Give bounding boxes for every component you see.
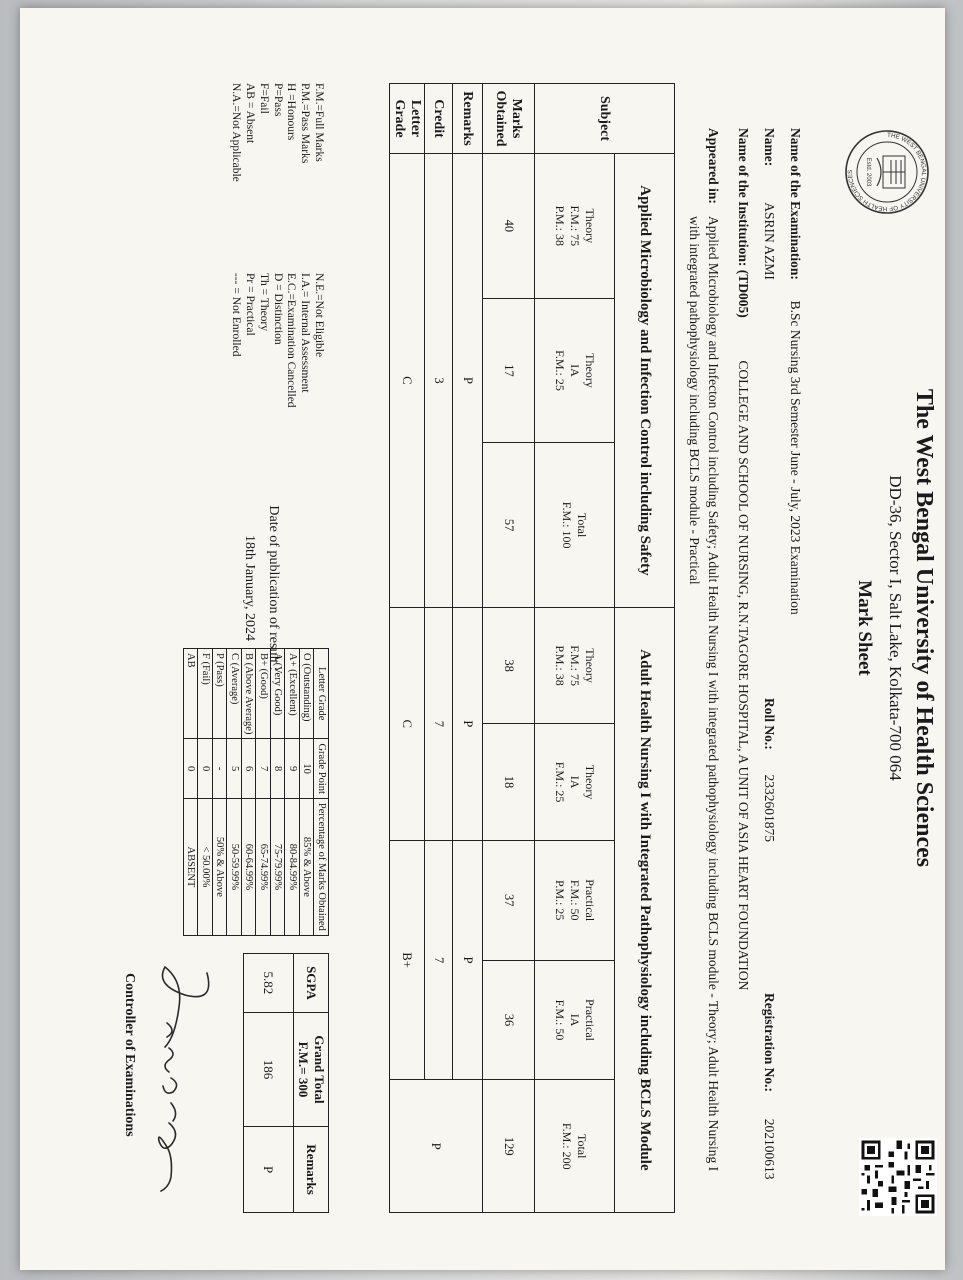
registration-line xyxy=(761,993,777,1179)
subject-1-remarks: P xyxy=(453,154,483,608)
subject-row-label: Subject xyxy=(535,84,675,154)
marks-cell: 57 xyxy=(483,443,535,608)
institution-line xyxy=(735,128,751,990)
sgpa-value: 5.82 xyxy=(244,954,294,1013)
table-row: O (Outstanding) 10 85% & Above xyxy=(300,649,315,936)
table-row: P (Pass) - 50% & Above xyxy=(213,649,228,936)
marks-row-label: Marks Obtained xyxy=(483,84,535,154)
legend-item: H =Honours xyxy=(285,83,298,141)
name-label: Name: xyxy=(762,128,777,167)
result-summary-table xyxy=(243,953,329,1213)
grand-total-label: Grand Total F.M.= 300 xyxy=(294,1012,329,1126)
subject-2-theory-credit: 7 xyxy=(425,607,453,840)
col-5-header: Theory IA F.M.: 25 xyxy=(535,724,615,840)
appeared-label: Appeared in: xyxy=(706,128,721,204)
legend-item: --- = Not Enrolled xyxy=(230,273,243,357)
subject-2-practical-grade: B+ xyxy=(390,840,425,1080)
marks-cell: 17 xyxy=(483,298,535,443)
col-2-header: Theory IA F.M.: 25 xyxy=(535,298,615,443)
appeared-value: Applied Microbiology and Infecton Control including Safety; Adult Health Nursing I with integrated pathophysiology including BCLS module - Theory; Adult Health Nursing I with integrated pathophysiology including BCLS module - Practical xyxy=(687,216,721,1172)
roll-line xyxy=(761,698,777,842)
university-address: DD-36, Sector I, Salt Lake, Kolkata-700 064 xyxy=(886,475,905,781)
exam-value: B.Sc Nursing 3rd Semester June - July, 2023 Examination xyxy=(788,300,803,615)
grade-header: Percentage of Marks Obtained xyxy=(314,798,329,935)
marks-cell: 37 xyxy=(483,840,535,960)
legend-item: F=Fail xyxy=(257,83,270,114)
subject-2-total-remarks: P xyxy=(390,1080,483,1213)
legend-item: Pr = Practical xyxy=(244,273,257,336)
marks-cell: 38 xyxy=(483,607,535,723)
col-7-header: Practical IA F.M.: 50 xyxy=(535,960,615,1080)
seal-ring-text: THE WEST BENGAL UNIVERSITY OF HEALTH SCIENCES xyxy=(846,131,928,213)
sgpa-label: SGPA xyxy=(294,954,329,1013)
marks-cell: 18 xyxy=(483,724,535,840)
subject-2-theory-remarks: P xyxy=(453,607,483,840)
summary-remarks-value: P xyxy=(244,1127,294,1213)
registration-label: Registration No.: xyxy=(762,993,777,1092)
col-1-header: Theory F.M.: 75 P.M.: 38 xyxy=(535,154,615,299)
document-title: Mark Sheet xyxy=(854,580,875,676)
table-row: A+ (Excellent) 9 80-84.99% xyxy=(285,649,300,936)
grade-header: Grade Point xyxy=(314,739,329,798)
roll-label: Roll No.: xyxy=(762,698,777,750)
col-4-header: Theory F.M.: 75 P.M.: 38 xyxy=(535,607,615,723)
registration-number: 202100613 xyxy=(762,1118,777,1180)
table-row: F (Fail) 0 < 50.00% xyxy=(198,649,213,936)
qr-code-icon xyxy=(859,1138,937,1216)
grade-header: Letter Grade xyxy=(314,649,329,739)
legend-item: F.M.=Full Marks xyxy=(313,83,325,162)
marks-cell: 129 xyxy=(483,1080,535,1213)
table-row: C (Average) 5 50-59.99% xyxy=(227,649,242,936)
seal-estd: Estd. 2003 xyxy=(865,157,871,187)
col-8-header: Total F.M.: 200 xyxy=(535,1080,615,1213)
exam-label: Name of the Examination: xyxy=(788,128,803,280)
institution-value: COLLEGE AND SCHOOL OF NURSING, R.N.TAGORE HOSPITAL, A UNIT OF ASIA HEART FOUNDATION xyxy=(736,360,751,991)
table-row: A (Very Good) 8 75-79.99% xyxy=(271,649,286,936)
legend-item: E.C.=Examination Cancelled xyxy=(285,273,298,408)
subject-1-grade: C xyxy=(390,154,425,608)
subject-2-name: Adult Health Nursing I with Integrated Pathophysiology including BCLS Module xyxy=(615,607,675,1212)
summary-remarks-label: Remarks xyxy=(294,1127,329,1213)
legend-item: D = Distinction xyxy=(271,273,284,345)
subject-2-practical-credit: 7 xyxy=(425,840,453,1080)
mark-sheet xyxy=(40,8,945,1248)
controller-signature-icon xyxy=(137,953,217,1223)
institution-label: Name of the Institution: (TD005) xyxy=(736,128,751,318)
legend-item: P.M.=Pass Marks xyxy=(299,83,312,164)
abbreviation-legend-left xyxy=(228,83,325,182)
candidate-name: ASRIN AZMI xyxy=(762,202,777,280)
subject-1-name: Applied Microbiology and Infection Control including Safety xyxy=(615,154,675,608)
publication-label: Date of publication of result : xyxy=(266,505,281,671)
marks-cell: 36 xyxy=(483,960,535,1080)
col-3-header: Total F.M.: 100 xyxy=(535,443,615,608)
roll-number: 2332601875 xyxy=(762,774,777,842)
marks-cell: 40 xyxy=(483,154,535,299)
legend-item: N.A.=Not Applicable xyxy=(230,83,243,182)
abbreviation-legend-right xyxy=(228,273,325,408)
legend-item: P=Pass xyxy=(271,83,284,117)
subject-2-practical-remarks: P xyxy=(453,840,483,1080)
exam-line xyxy=(787,128,803,615)
university-title: The West Bengal University of Health Sciences xyxy=(911,388,937,868)
legend-item: N.E.=Not Eligible xyxy=(313,273,325,358)
table-row: AB 0 ABSENT xyxy=(184,649,199,936)
mark-sheet-paper xyxy=(20,8,945,1270)
appeared-in xyxy=(685,128,723,1198)
subject-2-theory-grade: C xyxy=(390,607,425,840)
letter-grade-row-label: Letter Grade xyxy=(390,84,425,154)
legend-item: I.A.= Internal Assessment xyxy=(299,273,312,393)
publication-value: 18th January, 2024 xyxy=(242,534,257,642)
marks-table xyxy=(389,83,675,1213)
grand-total-value: 186 xyxy=(244,1012,294,1126)
legend-item: Th = Theory xyxy=(257,273,270,332)
table-row: B (Above Average) 6 60-64.99% xyxy=(242,649,257,936)
remarks-row-label: Remarks xyxy=(453,84,483,154)
credit-row-label: Credit xyxy=(425,84,453,154)
grade-scale-table xyxy=(183,648,329,936)
col-6-header: Practical F.M.: 50 P.M.: 25 xyxy=(535,840,615,960)
name-line xyxy=(761,128,777,280)
legend-item: AB = Absent xyxy=(244,83,257,144)
controller-of-examinations: Controller of Examinations xyxy=(122,973,137,1137)
subject-1-credit: 3 xyxy=(425,154,453,608)
table-row: B+ (Good) 7 65-74.99% xyxy=(256,649,271,936)
